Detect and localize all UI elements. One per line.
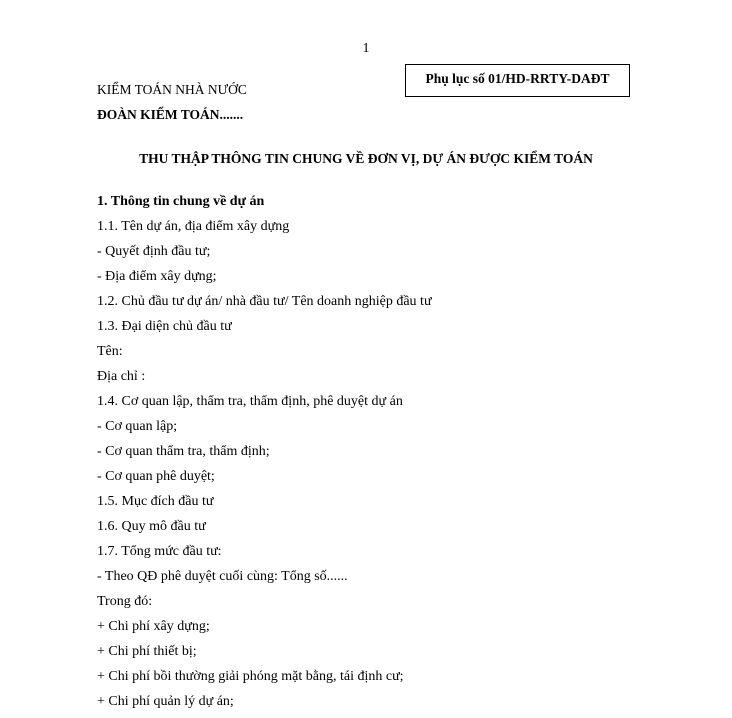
body-line: Địa chỉ : xyxy=(97,369,146,384)
body-line: - Cơ quan thẩm tra, thẩm định; xyxy=(97,444,270,459)
body-line: Tên: xyxy=(97,344,123,359)
body-line: + Chi phí xây dựng; xyxy=(97,619,210,634)
document-body xyxy=(97,193,432,718)
body-line: + Chi phí bồi thường giải phóng mặt bằng, tái định cư; xyxy=(97,669,404,684)
body-line: 1.6. Quy mô đầu tư xyxy=(97,519,206,534)
body-line: - Theo QĐ phê duyệt cuối cùng: Tổng số...... xyxy=(97,569,348,584)
body-line: 1.4. Cơ quan lập, thẩm tra, thẩm định, phê duyệt dự án xyxy=(97,394,403,409)
body-line: + Chi phí quản lý dự án; xyxy=(97,694,234,709)
body-line: Trong đó: xyxy=(97,594,153,609)
body-line: - Cơ quan phê duyệt; xyxy=(97,469,215,484)
body-line: - Địa điểm xây dựng; xyxy=(97,269,217,284)
body-line: + Chi phí thiết bị; xyxy=(97,644,197,659)
org-name: KIỂM TOÁN NHÀ NƯỚC xyxy=(97,82,247,97)
body-line: 1.3. Đại diện chủ đầu tư xyxy=(97,319,232,334)
body-line: - Cơ quan lập; xyxy=(97,419,178,434)
body-line: 1.7. Tổng mức đầu tư: xyxy=(97,544,222,559)
body-line: 1.1. Tên dự án, địa điểm xây dựng xyxy=(97,219,290,234)
section-heading: 1. Thông tin chung về dự án xyxy=(97,194,265,209)
body-line: - Quyết định đầu tư; xyxy=(97,244,211,259)
annex-label-box xyxy=(405,64,630,97)
body-line: 1.5. Mục đích đầu tư xyxy=(97,494,214,509)
document-title: THU THẬP THÔNG TIN CHUNG VỀ ĐƠN VỊ, DỰ ÁN ĐƯỢC KIỂM TOÁN xyxy=(139,151,593,166)
body-line: 1.2. Chủ đầu tư dự án/ nhà đầu tư/ Tên doanh nghiệp đầu tư xyxy=(97,294,432,309)
annex-label: Phụ lục số 01/HD-RRTY-DAĐT xyxy=(425,71,610,86)
page-number: 1 xyxy=(362,41,370,56)
audit-team-name: ĐOÀN KIỂM TOÁN....... xyxy=(97,107,244,122)
